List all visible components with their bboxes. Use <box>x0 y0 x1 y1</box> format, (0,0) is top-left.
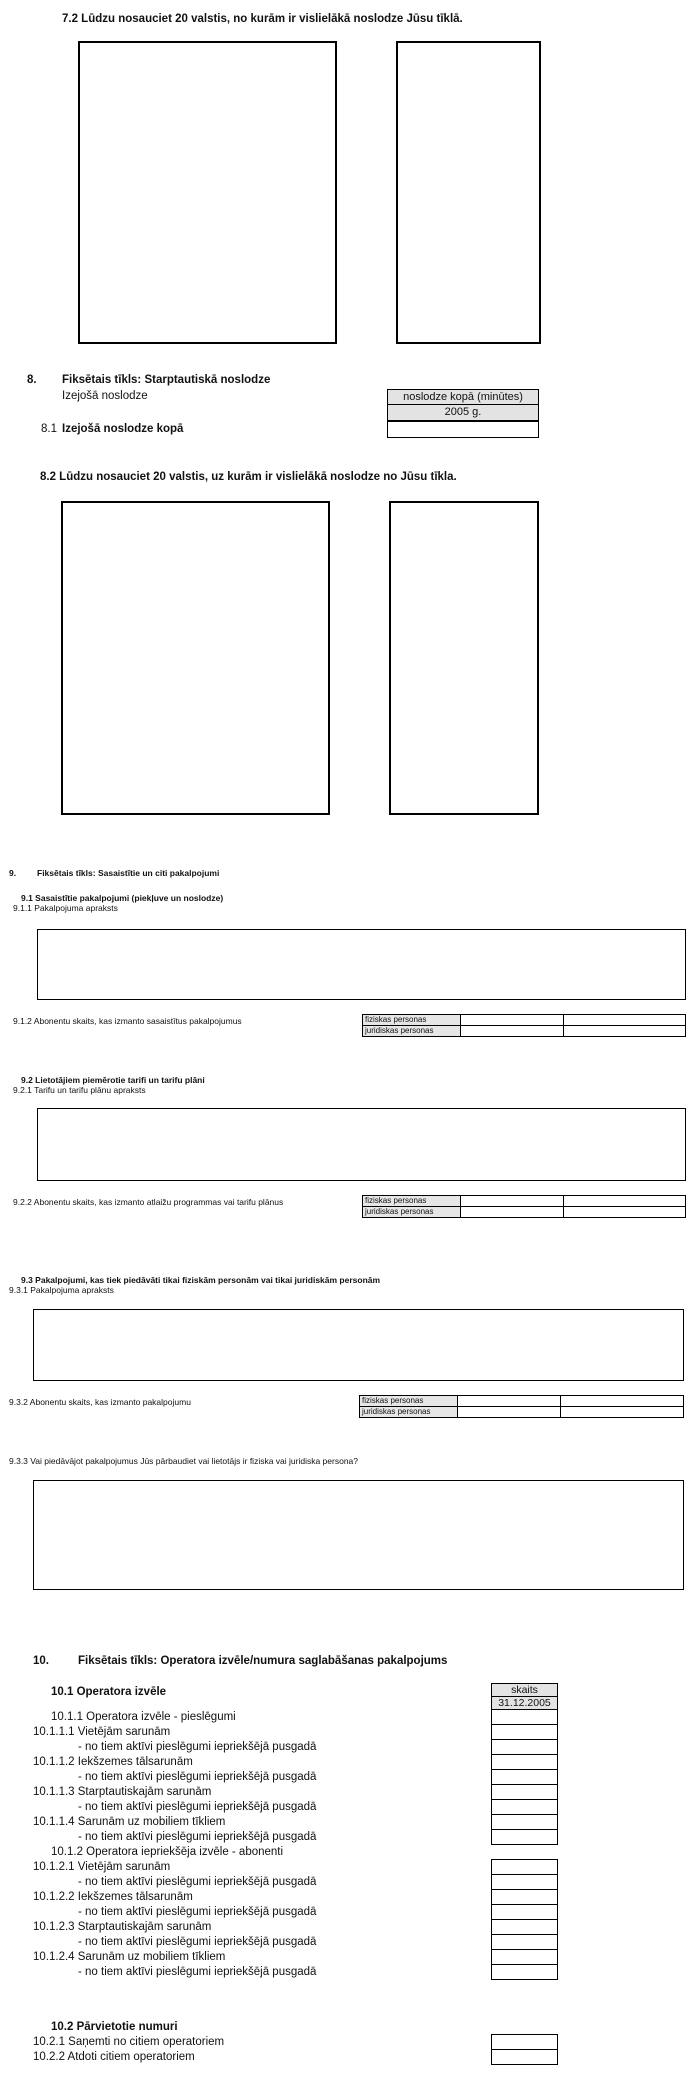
cell[interactable] <box>461 1026 564 1037</box>
count-cell[interactable] <box>492 1920 557 1935</box>
category-line: 10.1.1.4 Sarunām uz mobiliem tīkliem <box>33 1816 226 1828</box>
section-8-title: Fiksētais tīkls: Starptautiskā noslodze <box>62 374 271 386</box>
section-10-1-title: 10.1 Operatora izvēle <box>51 1686 167 1698</box>
tariff-subscribers-table <box>362 1195 686 1218</box>
section-10-number: 10. <box>33 1655 49 1667</box>
physical-persons-label: fiziskas personas <box>363 1015 461 1025</box>
count-cell[interactable] <box>492 1755 557 1770</box>
section-7-2-title: 7.2 Lūdzu nosauciet 20 valstis, no kurām ir vislielākā noslodze Jūsu tīklā. <box>62 13 463 25</box>
cell[interactable] <box>458 1407 561 1418</box>
customer-check-answer[interactable] <box>33 1480 684 1590</box>
legal-persons-label: juridiskas personas <box>360 1407 458 1418</box>
section-8-number: 8. <box>27 374 37 386</box>
active-connections-line: - no tiem aktīvi pieslēgumi iepriekšējā pusgadā <box>78 1936 317 1948</box>
section-9-3-3-title: 9.3.3 Vai piedāvājot pakalpojumus Jūs pārbaudiet vai lietotājs ir fiziska vai juridiska persona? <box>9 1456 359 1466</box>
traffic-header: noslodze kopā (minūtes) <box>387 389 539 405</box>
category-line: 10.1.2 Operatora iepriekšēja izvēle - abonenti <box>51 1846 284 1858</box>
category-line: 10.1.1.3 Starptautiskajām sarunām <box>33 1786 212 1798</box>
active-connections-line: - no tiem aktīvi pieslēgumi iepriekšējā pusgadā <box>78 1801 317 1813</box>
section-10-2-title: 10.2 Pārvietotie numuri <box>51 2021 178 2033</box>
ported-numbers-column <box>491 2034 558 2065</box>
physical-persons-label: fiziskas personas <box>360 1396 458 1406</box>
active-connections-line: - no tiem aktīvi pieslēgumi iepriekšējā pusgadā <box>78 1831 317 1843</box>
active-connections-line: - no tiem aktīvi pieslēgumi iepriekšējā pusgadā <box>78 1741 317 1753</box>
count-cell[interactable] <box>492 1890 557 1905</box>
section-9-2-2-title: 9.2.2 Abonentu skaits, kas izmanto atlaižu programmas vai tarifu plānus <box>13 1197 284 1207</box>
active-connections-line: - no tiem aktīvi pieslēgumi iepriekšējā pusgadā <box>78 1966 317 1978</box>
section-9-2-1-title: 9.2.1 Tarifu un tarifu plānu apraksts <box>13 1085 146 1095</box>
section-9-3-1-title: 9.3.1 Pakalpojuma apraksts <box>9 1285 114 1295</box>
cell[interactable] <box>461 1196 564 1206</box>
destinations-box-right[interactable] <box>389 501 539 815</box>
active-connections-line: - no tiem aktīvi pieslēgumi iepriekšējā pusgadā <box>78 1876 317 1888</box>
category-line: 10.1.2.3 Starptautiskajām sarunām <box>33 1921 212 1933</box>
cell[interactable] <box>461 1207 564 1218</box>
countries-box-left[interactable] <box>78 41 337 344</box>
count-cell[interactable] <box>492 1875 557 1890</box>
category-line: 10.1.2.2 Iekšzemes tālsarunām <box>33 1891 193 1903</box>
count-cell[interactable] <box>492 1725 557 1740</box>
section-9-3-2-title: 9.3.2 Abonentu skaits, kas izmanto pakalpojumu <box>9 1397 191 1407</box>
count-cell[interactable] <box>492 1965 557 1980</box>
service-subscribers-table <box>359 1395 684 1418</box>
count-cell[interactable] <box>492 1785 557 1800</box>
section-8-2-title: 8.2 Lūdzu nosauciet 20 valstis, uz kurām ir vislielākā noslodze no Jūsu tīkla. <box>40 471 457 483</box>
count-cell[interactable] <box>492 1815 557 1830</box>
count-cell[interactable] <box>492 1950 557 1965</box>
count-date: 31.12.2005 <box>491 1696 558 1710</box>
count-cell[interactable] <box>492 1830 557 1845</box>
section-9-title: Fiksētais tīkls: Sasaistītie un citi pakalpojumi <box>37 868 220 878</box>
section-9-number: 9. <box>9 868 17 878</box>
count-cell[interactable] <box>492 1905 557 1920</box>
traffic-year: 2005 g. <box>387 404 539 421</box>
bundled-subscribers-table <box>362 1014 686 1037</box>
category-line: 10.1.2.4 Sarunām uz mobiliem tīkliem <box>33 1951 226 1963</box>
service-description[interactable] <box>33 1309 684 1381</box>
active-connections-line: - no tiem aktīvi pieslēgumi iepriekšējā pusgadā <box>78 1771 317 1783</box>
item-10-2-2: 10.2.2 Atdoti citiem operatoriem <box>33 2051 195 2063</box>
category-line: 10.1.2.1 Vietējām sarunām <box>33 1861 171 1873</box>
cell[interactable] <box>461 1015 564 1025</box>
section-9-3-title: 9.3 Pakalpojumi, kas tiek piedāvāti tikai fiziskām personām vai tikai juridiskām personām <box>21 1275 381 1285</box>
category-line: 10.1.1.2 Iekšzemes tālsarunām <box>33 1756 193 1768</box>
item-10-2-1: 10.2.1 Saņemti no citiem operatoriem <box>33 2036 225 2048</box>
legal-persons-label: juridiskas personas <box>363 1026 461 1037</box>
countries-box-right[interactable] <box>396 41 541 344</box>
category-line: 10.1.1 Operatora izvēle - pieslēgumi <box>51 1711 236 1723</box>
count-cell[interactable] <box>492 2050 557 2065</box>
count-cell[interactable] <box>492 1860 557 1875</box>
count-cell[interactable] <box>492 1770 557 1785</box>
section-10-title: Fiksētais tīkls: Operatora izvēle/numura saglabāšanas pakalpojums <box>78 1655 448 1667</box>
section-8-subtitle: Izejošā noslodze <box>62 390 148 402</box>
destinations-box-left[interactable] <box>61 501 330 815</box>
tariff-description[interactable] <box>37 1108 686 1181</box>
legal-persons-label: juridiskas personas <box>363 1207 461 1218</box>
cell[interactable] <box>458 1396 561 1406</box>
count-cell[interactable] <box>492 1710 557 1725</box>
section-9-2-title: 9.2 Lietotājiem piemērotie tarifi un tarifu plāni <box>21 1075 205 1085</box>
bundled-service-description[interactable] <box>37 929 686 1000</box>
count-cell[interactable] <box>492 1740 557 1755</box>
section-9-1-title: 9.1 Sasaistītie pakalpojumi (piekļuve un noslodze) <box>21 893 224 903</box>
active-connections-line: - no tiem aktīvi pieslēgumi iepriekšējā pusgadā <box>78 1906 317 1918</box>
physical-persons-label: fiziskas personas <box>363 1196 461 1206</box>
count-header: skaits <box>491 1683 558 1697</box>
category-line: 10.1.1.1 Vietējām sarunām <box>33 1726 171 1738</box>
section-9-1-2-title: 9.1.2 Abonentu skaits, kas izmanto sasaistītus pakalpojumus <box>13 1016 242 1026</box>
count-cell[interactable] <box>492 1935 557 1950</box>
outgoing-traffic-total-input[interactable] <box>387 421 539 438</box>
connections-column <box>491 1709 558 1845</box>
item-8-1-label: Izejošā noslodze kopā <box>62 423 184 435</box>
count-cell[interactable] <box>492 2035 557 2050</box>
item-8-1-number: 8.1 <box>41 423 57 435</box>
section-9-1-1-title: 9.1.1 Pakalpojuma apraksts <box>13 903 118 913</box>
count-cell[interactable] <box>492 1800 557 1815</box>
subscribers-column <box>491 1859 558 1980</box>
